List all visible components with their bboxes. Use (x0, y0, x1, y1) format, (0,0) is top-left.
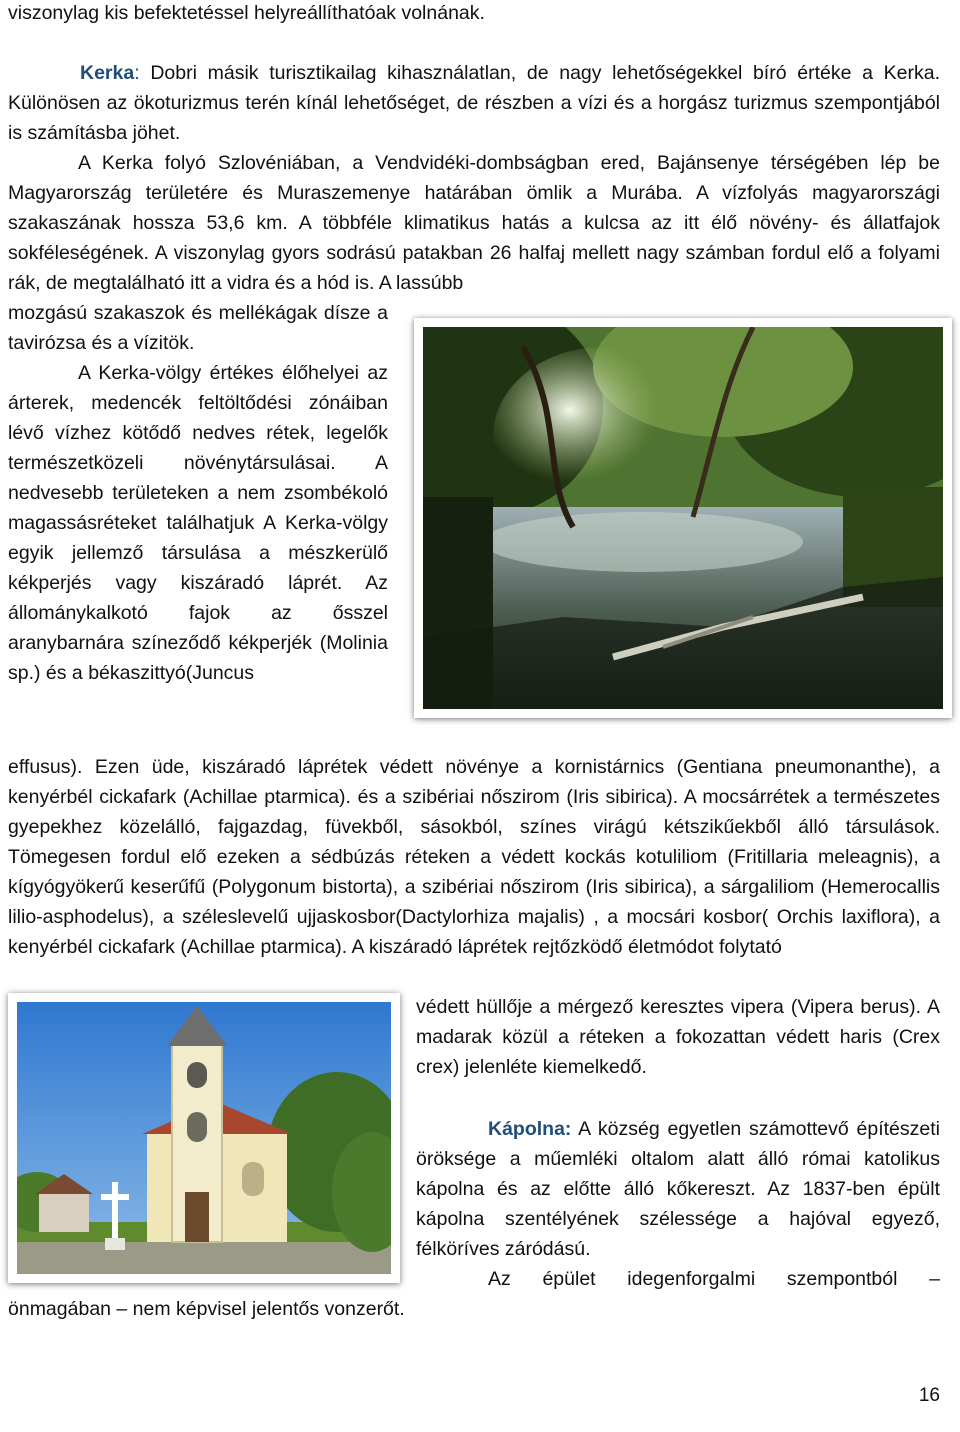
para-building: Az épület idegenforgalmi szempontból – (488, 1268, 940, 1290)
chapel-photo-image (17, 1002, 391, 1274)
kerka-intro-text: Dobri másik turisztikailag kihasználatlan, de nagy lehetőségekkel bíró értéke a Kerka. Különösen az ökoturizmus terén kínál lehetőséget, de részben a vízi és a horgász turizmus szempontjából is számításba jöhet. (8, 62, 940, 144)
para-kerka-valley-cont: effusus). Ezen üde, kiszáradó láprétek védett növénye a kornistárnics (Gentiana pneumonanthe), a kenyérbél cickafark (Achillae ptarmica). és a szibériai nőszirom (Iris sibirica). A mocsárrétek a természetes gyepekhez közelálló, fajgazdag, füvekből, sásokból, színes virágú kétszikűekből álló társulások. Tömegesen fordul elő ezeken a sédbúzás réteken a védett kockás kotuliliom (Fritillaria meleagnis), a kígyógyökerű keserűfű (Polygonum bistorta), a szibériai nőszirom (Iris sibirica), a sárgaliliom (Hemerocallis lilio-asphodelus), a széleslevelű ujjaskosbor(Dactylorhiza majalis) , a mocsári kosbor( Orchis laxiflora), a kenyérbél cickafark (Achillae ptarmica). A kiszáradó láprétek rejtőzködő életmódot folytató (8, 756, 940, 958)
river-photo-image (423, 327, 943, 709)
chapel-keyword: Kápolna: (488, 1118, 572, 1140)
river-photo (414, 318, 952, 718)
para-continuation: viszonylag kis befektetéssel helyreállíthatóak volnának. (8, 2, 485, 24)
para-kerka-valley: A Kerka-völgy értékes élőhelyei az árterek, medencék feltöltődési zónáiban lévő vízhez kötődő nedves rétek, legelők természetközeli növénytársulásai. A nedvesebb területeken a nem zsombékoló magassásréteket találhatjuk A Kerka-völgy egyik jellemző társulása a mészkerülő kékperjés vagy kiszáradó láprét. Az állománykalkotó fajok az ősszel aranybarnára színeződő kékperjék (Molinia sp.) és a békaszittyó(Juncus (8, 362, 388, 684)
para-kerka-river: A Kerka folyó Szlovéniában, a Vendvidéki-dombságban ered, Bajánsenye térségében lép be Magyarország területére és Muraszemenye határában ömlik a Murába. A vízfolyás magyarországi szakaszának hossza 53,6 km. A többféle klimatikus hatás a kulcsa az itt élő növény- és állatfajok sokféleségének. A viszonylag gyors sodrású patakban 26 halfaj mellett nagy számban fordul elő a folyami rák, de megtalálható itt a vidra és a hód is. A lassúbb (8, 152, 940, 294)
para-kerka-river-cont: mozgású szakaszok és mellékágak dísze a tavirózsa és a vízitök. (8, 302, 388, 354)
para-kerka-valley-reptile: védett hüllője a mérgező keresztes vipera (Vipera berus). A madarak közül a réteken a fokozattan védett haris (Crex crex) jelenléte kiemelkedő. (416, 996, 940, 1078)
page-number: 16 (918, 1385, 940, 1406)
para-chapel (416, 1114, 940, 1264)
kerka-keyword: Kerka (80, 62, 135, 84)
kerka-colon: : (134, 62, 140, 84)
para-kerka-intro (8, 58, 940, 148)
chapel-photo (8, 993, 400, 1283)
chapel-text: A község egyetlen számottevő építészeti öröksége a műemléki oltalom alatt álló római katolikus kápolna és az előtte álló kőkereszt. Az 1837-ben épült kápolna szentélyének szélessége a hajóval egyező, félköríves záródású. (416, 1118, 940, 1260)
para-building-cont: önmagában – nem képvisel jelentős vonzerőt. (8, 1298, 405, 1320)
